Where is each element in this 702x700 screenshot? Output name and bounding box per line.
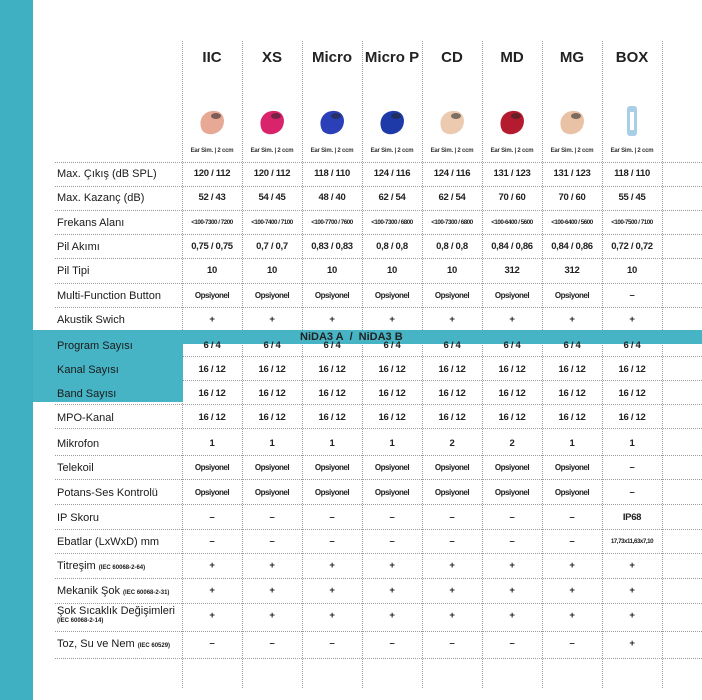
- hearing-aid-image: [242, 104, 302, 140]
- table-cell: +: [629, 610, 635, 621]
- table-cell: 16 / 12: [318, 364, 346, 375]
- table-cell: 10: [447, 265, 457, 276]
- table-cell: Opsiyonel: [434, 488, 470, 497]
- table-cell: Opsiyonel: [194, 488, 230, 497]
- table-cell: 16 / 12: [198, 388, 226, 399]
- table-cell: 1: [329, 438, 335, 449]
- table-cell: +: [629, 638, 635, 649]
- table-cell: 16 / 12: [318, 412, 346, 423]
- table-cell: Opsiyonel: [494, 463, 530, 472]
- table-cell: +: [629, 314, 635, 325]
- row-label: [57, 334, 133, 358]
- hearing-aid-image: [602, 104, 662, 140]
- table-cell: +: [569, 560, 575, 571]
- nida-separator: /: [349, 331, 353, 343]
- table-cell: –: [329, 536, 335, 547]
- table-cell: +: [329, 610, 335, 621]
- table-cell: –: [209, 512, 215, 523]
- hearing-aid-image: [542, 104, 602, 140]
- table-cell: 6 / 4: [443, 340, 461, 351]
- row-label-text: Mekanik Şok: [57, 585, 120, 597]
- table-cell: Opsiyonel: [194, 463, 230, 472]
- table-cell: 16 / 12: [258, 388, 286, 399]
- table-cell: –: [329, 638, 335, 649]
- row-label-text: Kanal Sayısı: [57, 364, 119, 376]
- table-cell: +: [269, 585, 275, 596]
- hearing-aid-image: [482, 104, 542, 140]
- row-label: [57, 481, 158, 505]
- row-label: [57, 259, 89, 283]
- table-cell: –: [629, 290, 635, 301]
- table-cell: 1: [269, 438, 275, 449]
- table-cell: –: [569, 638, 575, 649]
- row-label-text: Program Sayısı: [57, 340, 133, 352]
- table-cell: –: [269, 512, 275, 523]
- row-label: [57, 456, 94, 480]
- row-label-text: Band Sayısı: [57, 388, 117, 400]
- table-cell: 16 / 12: [378, 388, 406, 399]
- row-label-text: Ebatlar (LxWxD) mm: [57, 536, 160, 548]
- model-name-1: XS: [261, 49, 282, 66]
- table-cell: 1: [209, 438, 215, 449]
- table-cell: 16 / 12: [438, 364, 466, 375]
- table-cell: Opsiyonel: [254, 291, 290, 300]
- hearing-aid-image: [362, 104, 422, 140]
- table-cell: +: [269, 560, 275, 571]
- table-cell: 16 / 12: [378, 412, 406, 423]
- grid-hline: [55, 658, 702, 659]
- table-cell: +: [329, 585, 335, 596]
- row-label-text: IP Skoru: [57, 512, 99, 524]
- table-cell: +: [509, 560, 515, 571]
- table-cell: 10: [627, 265, 637, 276]
- model-name-3: Micro P: [364, 49, 420, 66]
- row-label-text: Toz, Su ve Nem: [57, 638, 135, 650]
- table-cell: 16 / 12: [498, 388, 526, 399]
- model-caption: Ear Sim. | 2 ccm: [370, 148, 414, 154]
- table-cell: 10: [267, 265, 277, 276]
- row-label: [57, 406, 114, 430]
- table-cell: 124 / 116: [433, 168, 471, 179]
- row-label: [57, 530, 159, 554]
- hearing-aid-image: [182, 104, 242, 140]
- table-cell: –: [269, 536, 275, 547]
- table-cell: +: [389, 560, 395, 571]
- table-cell: 16 / 12: [498, 412, 526, 423]
- table-cell: 124 / 116: [373, 168, 411, 179]
- table-cell: 16 / 12: [618, 364, 646, 375]
- nida-a-label: NiDA3 A: [300, 331, 344, 343]
- table-cell: Opsiyonel: [314, 488, 350, 497]
- table-cell: –: [449, 536, 455, 547]
- row-label-standard: (IEC 60068-2-31): [123, 590, 170, 596]
- table-cell: –: [269, 638, 275, 649]
- table-cell: +: [389, 314, 395, 325]
- table-cell: 16 / 12: [258, 412, 286, 423]
- row-label: [57, 235, 100, 259]
- table-cell: Opsiyonel: [374, 488, 410, 497]
- table-cell: 0,75 / 0,75: [191, 241, 233, 252]
- table-cell: 2: [509, 438, 515, 449]
- table-cell: +: [269, 314, 275, 325]
- table-cell: –: [629, 462, 635, 473]
- table-cell: –: [509, 512, 515, 523]
- table-cell: –: [449, 638, 455, 649]
- table-cell: 0,8 / 0,8: [376, 241, 408, 252]
- row-label-text: MPO-Kanal: [57, 412, 114, 424]
- table-cell: Opsiyonel: [314, 463, 350, 472]
- table-cell: 16 / 12: [558, 388, 586, 399]
- table-cell: 312: [564, 265, 580, 276]
- table-cell: 55 / 45: [618, 192, 646, 203]
- table-cell: Opsiyonel: [434, 463, 470, 472]
- model-caption: Ear Sim. | 2 ccm: [190, 148, 234, 154]
- row-label: [57, 162, 157, 186]
- table-cell: +: [329, 314, 335, 325]
- table-cell: 0,8 / 0,8: [436, 241, 468, 252]
- table-cell: +: [449, 610, 455, 621]
- table-cell: –: [389, 512, 395, 523]
- table-cell: 0,83 / 0,83: [311, 241, 353, 252]
- row-label: [57, 432, 99, 456]
- table-cell: +: [509, 610, 515, 621]
- hearing-aid-image: [302, 104, 362, 140]
- table-cell: 0,84 / 0,86: [491, 241, 533, 252]
- table-cell: Opsiyonel: [554, 488, 590, 497]
- table-cell: Opsiyonel: [494, 291, 530, 300]
- table-cell: 16 / 12: [558, 412, 586, 423]
- table-cell: +: [449, 560, 455, 571]
- table-cell: –: [449, 512, 455, 523]
- table-cell: –: [629, 487, 635, 498]
- model-name-2: Micro: [311, 49, 352, 66]
- row-label-standard: (IEC 60068-2-14): [57, 618, 104, 624]
- row-label-text: Potans-Ses Kontrolü: [57, 487, 158, 499]
- table-cell: 62 / 54: [378, 192, 406, 203]
- table-cell: Opsiyonel: [194, 291, 230, 300]
- table-cell: 131 / 123: [553, 168, 591, 179]
- row-label-text: Pil Tipi: [57, 265, 90, 277]
- row-label-text: Akustik Swich: [57, 314, 125, 326]
- table-cell: 16 / 12: [378, 364, 406, 375]
- table-cell: 16 / 12: [198, 412, 226, 423]
- row-label-standard: (IEC 60068-2-64): [98, 565, 146, 571]
- table-cell: –: [509, 536, 515, 547]
- row-label-text: Max. Çıkış (dB SPL): [57, 168, 157, 180]
- table-cell: 312: [504, 265, 520, 276]
- table-cell: 70 / 60: [558, 192, 586, 203]
- table-cell: 0,7 / 0,7: [256, 241, 288, 252]
- nida-b-label: NiDA3 B: [358, 331, 403, 343]
- table-cell: <100-6400 / 5600: [491, 219, 533, 226]
- table-cell: 6 / 4: [263, 340, 281, 351]
- table-cell: 6 / 4: [203, 340, 221, 351]
- table-cell: Opsiyonel: [494, 488, 530, 497]
- table-cell: 10: [207, 265, 217, 276]
- table-cell: –: [209, 638, 215, 649]
- model-caption: Ear Sim. | 2 ccm: [310, 148, 354, 154]
- table-cell: +: [629, 585, 635, 596]
- table-cell: 48 / 40: [318, 192, 346, 203]
- row-label: [57, 554, 145, 578]
- table-cell: 17,73x11,63x7,10: [610, 538, 654, 545]
- hearing-aid-image: [422, 104, 482, 140]
- table-cell: +: [629, 560, 635, 571]
- model-caption: Ear Sim. | 2 ccm: [430, 148, 474, 154]
- table-cell: +: [569, 610, 575, 621]
- table-cell: <100-7300 / 7200: [191, 219, 233, 226]
- table-cell: 16 / 12: [558, 364, 586, 375]
- table-cell: Opsiyonel: [314, 291, 350, 300]
- model-name-5: MD: [500, 49, 524, 66]
- row-label-text: Titreşim: [57, 560, 96, 572]
- table-cell: 16 / 12: [498, 364, 526, 375]
- model-caption: Ear Sim. | 2 ccm: [610, 148, 654, 154]
- table-cell: 1: [569, 438, 575, 449]
- table-cell: Opsiyonel: [254, 463, 290, 472]
- table-cell: Opsiyonel: [374, 463, 410, 472]
- table-cell: +: [569, 314, 575, 325]
- table-cell: 6 / 4: [383, 340, 401, 351]
- model-caption: Ear Sim. | 2 ccm: [250, 148, 294, 154]
- table-cell: 16 / 12: [438, 388, 466, 399]
- row-label: [57, 284, 161, 308]
- table-cell: 54 / 45: [258, 192, 286, 203]
- table-cell: +: [209, 610, 215, 621]
- table-cell: +: [209, 585, 215, 596]
- model-caption: Ear Sim. | 2 ccm: [490, 148, 534, 154]
- table-cell: 16 / 12: [618, 412, 646, 423]
- table-cell: 16 / 12: [318, 388, 346, 399]
- table-cell: +: [329, 560, 335, 571]
- table-cell: 16 / 12: [438, 412, 466, 423]
- table-cell: 70 / 60: [498, 192, 526, 203]
- table-cell: 2: [449, 438, 455, 449]
- row-label: [57, 579, 169, 603]
- table-cell: –: [389, 638, 395, 649]
- model-caption: Ear Sim. | 2 ccm: [550, 148, 594, 154]
- table-cell: 118 / 110: [314, 168, 350, 179]
- table-cell: 62 / 54: [438, 192, 466, 203]
- row-label-text: Multi-Function Button: [57, 290, 161, 302]
- row-label: [57, 358, 119, 382]
- table-cell: +: [509, 585, 515, 596]
- table-cell: 6 / 4: [623, 340, 641, 351]
- model-name-7: BOX: [615, 49, 649, 66]
- table-cell: 6 / 4: [323, 340, 341, 351]
- table-cell: 6 / 4: [563, 340, 581, 351]
- table-cell: <100-6400 / 5600: [551, 219, 593, 226]
- table-cell: 1: [389, 438, 395, 449]
- table-cell: Opsiyonel: [374, 291, 410, 300]
- table-cell: –: [389, 536, 395, 547]
- row-label: [57, 211, 124, 235]
- table-cell: –: [569, 536, 575, 547]
- table-cell: Opsiyonel: [434, 291, 470, 300]
- table-cell: Opsiyonel: [554, 463, 590, 472]
- table-cell: <100-7300 / 6800: [371, 219, 413, 226]
- side-stripe: [0, 0, 33, 700]
- table-cell: <100-7700 / 7600: [311, 219, 353, 226]
- table-cell: +: [449, 314, 455, 325]
- model-name-4: CD: [441, 49, 463, 66]
- table-cell: Opsiyonel: [254, 488, 290, 497]
- table-cell: 6 / 4: [503, 340, 521, 351]
- table-cell: 16 / 12: [198, 364, 226, 375]
- row-label: [57, 506, 99, 530]
- table-cell: +: [269, 610, 275, 621]
- table-cell: +: [389, 610, 395, 621]
- table-cell: 16 / 12: [618, 388, 646, 399]
- row-label: [57, 382, 116, 406]
- table-cell: +: [569, 585, 575, 596]
- table-cell: +: [209, 314, 215, 325]
- row-label-text: Frekans Alanı: [57, 217, 125, 229]
- grid-vline: [662, 41, 663, 688]
- row-label-text: Telekoil: [57, 462, 94, 474]
- table-cell: +: [509, 314, 515, 325]
- table-cell: 0,84 / 0,86: [551, 241, 593, 252]
- row-label: [57, 186, 144, 210]
- row-label-text: Max. Kazanç (dB): [57, 192, 145, 204]
- table-cell: Opsiyonel: [554, 291, 590, 300]
- table-cell: –: [509, 638, 515, 649]
- table-cell: 10: [327, 265, 337, 276]
- table-cell: 131 / 123: [493, 168, 531, 179]
- row-label-text: Mikrofon: [57, 438, 100, 450]
- table-cell: IP68: [622, 512, 642, 523]
- table-cell: –: [329, 512, 335, 523]
- row-label-standard: (IEC 60529): [137, 643, 171, 649]
- table-cell: 0,72 / 0,72: [611, 241, 653, 252]
- table-cell: 52 / 43: [198, 192, 226, 203]
- table-cell: 1: [629, 438, 635, 449]
- row-label-text: Pil Akımı: [57, 241, 100, 253]
- table-cell: 120 / 112: [193, 168, 231, 179]
- table-cell: <100-7400 / 7100: [251, 219, 293, 226]
- table-cell: 120 / 112: [253, 168, 291, 179]
- table-cell: +: [449, 585, 455, 596]
- row-label: [57, 604, 175, 628]
- row-label-text: Şok Sıcaklık Değişimleri: [57, 605, 175, 617]
- table-cell: 118 / 110: [614, 168, 650, 179]
- model-name-0: IIC: [202, 49, 222, 66]
- table-cell: –: [569, 512, 575, 523]
- row-label: [57, 632, 170, 656]
- model-name-6: MG: [559, 49, 585, 66]
- row-label: [57, 308, 125, 332]
- table-cell: +: [209, 560, 215, 571]
- table-cell: +: [389, 585, 395, 596]
- table-cell: <100-7300 / 6800: [431, 219, 473, 226]
- table-cell: 16 / 12: [258, 364, 286, 375]
- table-cell: <100-7500 / 7100: [611, 219, 653, 226]
- table-cell: –: [209, 536, 215, 547]
- table-cell: 10: [387, 265, 397, 276]
